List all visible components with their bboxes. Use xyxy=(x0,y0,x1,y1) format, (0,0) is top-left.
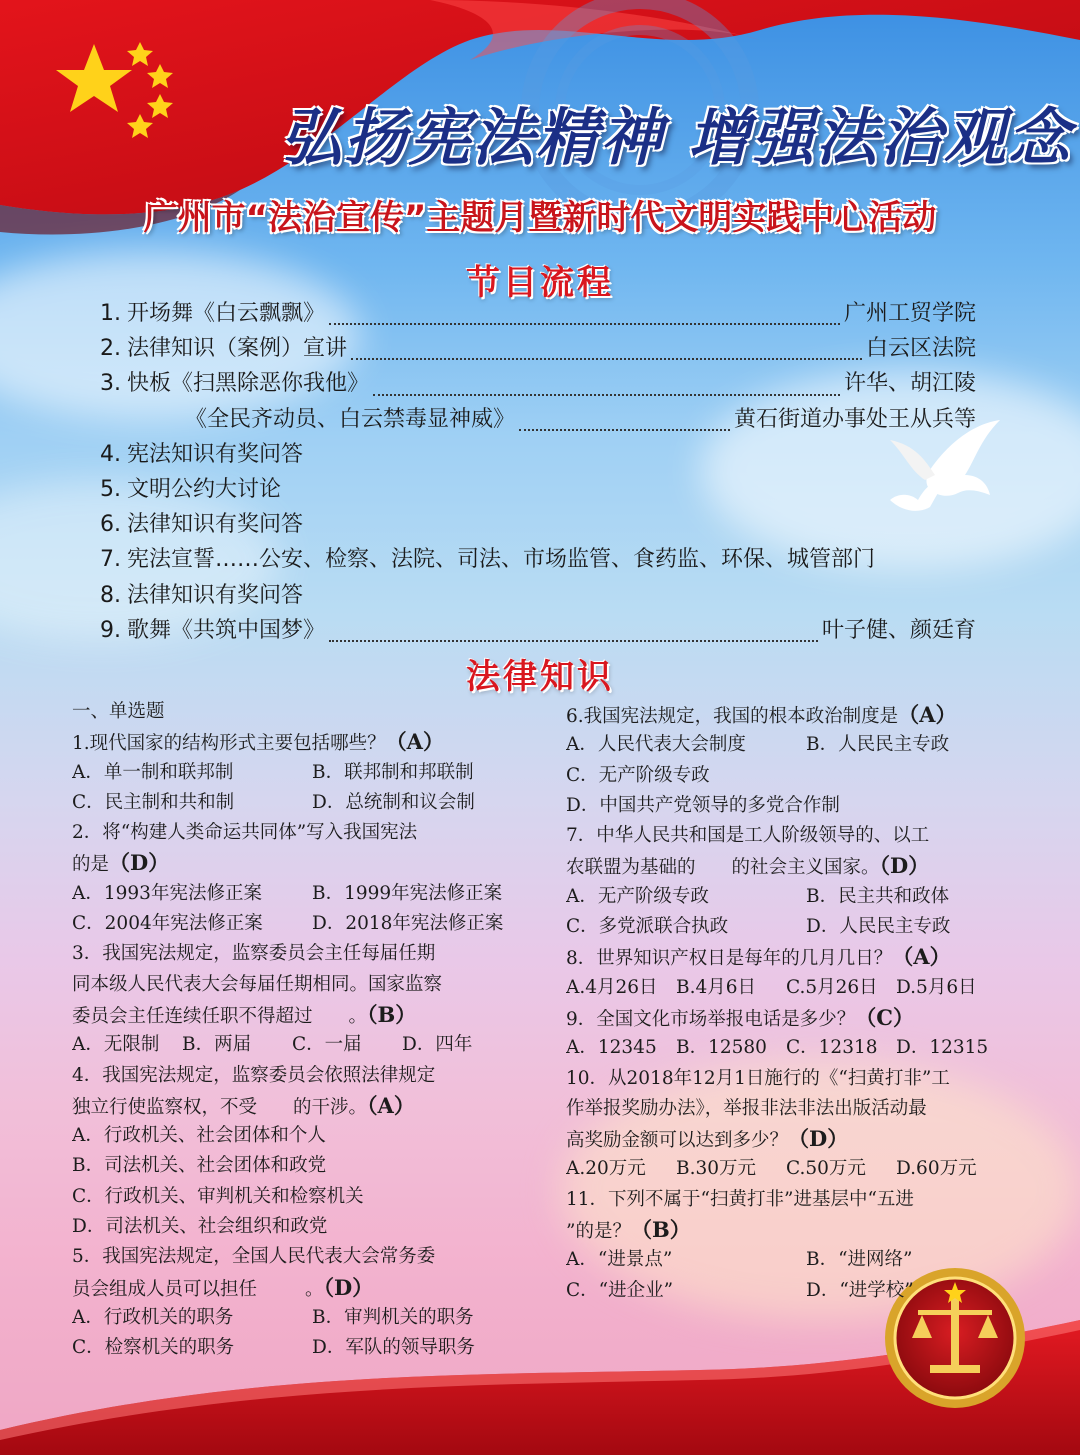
quiz-line xyxy=(566,1094,1016,1124)
program-item-number: 8. xyxy=(100,582,121,608)
dot-leader xyxy=(329,639,818,642)
quiz-option: B．12580 xyxy=(676,1037,767,1059)
program-item-name: 法律知识（案例）宣讲 xyxy=(127,336,348,362)
quiz-option: A．无限制 xyxy=(72,1034,160,1056)
quiz-text: 1.现代国家的结构形式主要包括哪些？ xyxy=(72,733,386,755)
quiz-answer: （A） xyxy=(892,944,951,970)
quiz-line xyxy=(566,1276,1016,1306)
quiz-text: 7．中华人民共和国是工人阶级领导的、以工 xyxy=(566,825,930,847)
program-item-performer: 黄石街道办事处王从兵等 xyxy=(733,406,976,432)
quiz-line xyxy=(72,697,542,727)
quiz-option: C．多党派联合执政 xyxy=(566,916,729,938)
dot-leader xyxy=(351,357,862,360)
program-item-name: 法律知识有奖问答 xyxy=(127,512,304,538)
quiz-text: 委员会主任连续任职不得超过 xyxy=(72,1005,313,1027)
quiz-text: A．行政机关、社会团体和个人 xyxy=(72,1125,326,1147)
quiz-line xyxy=(72,1273,542,1303)
quiz-answer: （B） xyxy=(630,1217,691,1243)
quiz-option: B.4月6日 xyxy=(676,976,757,998)
quiz-line xyxy=(72,939,542,969)
quiz-column-left xyxy=(72,697,542,1364)
slogan-title: 弘扬宪法精神 增强法治观念 xyxy=(280,101,1072,174)
quiz-option: C．一届 xyxy=(292,1034,362,1056)
quiz-text-tail: 的社会主义国家。 xyxy=(731,857,880,879)
law-section-title: 法律知识 xyxy=(466,657,614,697)
quiz-answer: （D） xyxy=(323,1274,374,1300)
quiz-line xyxy=(72,848,542,878)
program-item-name: 快板《扫黑除恶你我他》 xyxy=(127,371,370,397)
quiz-option: A.20万元 xyxy=(566,1158,646,1180)
quiz-option: C．2004年宪法修正案 xyxy=(72,913,263,935)
quiz-option: A．行政机关的职务 xyxy=(72,1306,234,1328)
quiz-option: C.5月26日 xyxy=(786,976,878,998)
quiz-option: D.60万元 xyxy=(896,1158,977,1180)
quiz-line xyxy=(566,1003,1016,1033)
quiz-option: B．人民民主专政 xyxy=(806,734,950,756)
program-item xyxy=(100,331,976,366)
quiz-text: D．中国共产党领导的多党合作制 xyxy=(566,794,840,816)
quiz-option: B．审判机关的职务 xyxy=(312,1306,474,1328)
program-item-performer: 许华、胡江陵 xyxy=(843,371,976,397)
quiz-answer: （A） xyxy=(367,1092,415,1118)
quiz-line xyxy=(72,1151,542,1181)
quiz-line xyxy=(72,727,542,757)
quiz-text: 10．从2018年12月1日施行的《“扫黄打非”工 xyxy=(566,1067,950,1089)
quiz-line xyxy=(72,1091,542,1121)
program-item-number: 7. xyxy=(100,547,121,573)
dot-leader xyxy=(373,393,840,396)
quiz-option: B.30万元 xyxy=(676,1158,757,1180)
quiz-answer: （D） xyxy=(109,850,170,876)
quiz-text: 员会组成人员可以担任 xyxy=(72,1278,258,1300)
program-item-name: 法律知识有奖问答 xyxy=(127,582,304,608)
quiz-option: B．联邦制和邦联制 xyxy=(312,761,474,783)
quiz-text: 高奖励金额可以达到多少？ xyxy=(566,1130,789,1152)
quiz-text: 11．下列不属于“扫黄打非”进基层中“五进 xyxy=(566,1188,914,1210)
program-item-number: 9. xyxy=(100,617,121,643)
quiz-line xyxy=(566,1064,1016,1094)
event-subtitle: 广州市“法治宣传”主题月暨新时代文明实践中心活动 xyxy=(143,198,937,238)
quiz-line xyxy=(72,1030,542,1060)
quiz-line xyxy=(72,1242,542,1272)
quiz-line xyxy=(72,1333,542,1363)
quiz-text: 独立行使监察权，不受 xyxy=(72,1096,258,1118)
quiz-text: 9．全国文化市场举报电话是多少？ xyxy=(566,1008,856,1030)
quiz-line xyxy=(72,1212,542,1242)
quiz-option: B．两届 xyxy=(182,1034,252,1056)
quiz-answer: （D） xyxy=(879,853,930,879)
quiz-text: ”的是？ xyxy=(566,1221,631,1243)
quiz-option: C．检察机关的职务 xyxy=(72,1337,235,1359)
program-item xyxy=(100,542,976,577)
quiz-line xyxy=(72,909,542,939)
quiz-line xyxy=(566,730,1016,760)
quiz-line xyxy=(72,970,542,1000)
quiz-line xyxy=(566,1245,1016,1275)
quiz-text: 作举报奖励办法》，举报非法非法出版活动最 xyxy=(566,1097,927,1119)
quiz-text: 农联盟为基础的 xyxy=(566,857,696,879)
answer-blank xyxy=(313,1002,349,1030)
quiz-option: C.50万元 xyxy=(786,1158,866,1180)
quiz-line xyxy=(566,1185,1016,1215)
program-item xyxy=(100,472,976,507)
program-item-number: 2. xyxy=(100,336,121,362)
quiz-text: 一、单选题 xyxy=(72,701,165,722)
quiz-line xyxy=(72,1121,542,1151)
quiz-text: 6.我国宪法规定，我国的根本政治制度是 xyxy=(566,706,899,727)
quiz-option: A.4月26日 xyxy=(566,976,658,998)
program-item xyxy=(100,507,976,542)
program-item xyxy=(100,402,976,437)
program-item-number: 1. xyxy=(100,301,121,326)
quiz-line xyxy=(566,1154,1016,1184)
quiz-option: D.5月6日 xyxy=(896,976,977,998)
quiz-line xyxy=(72,758,542,788)
answer-blank xyxy=(257,1093,293,1121)
program-item-name: 宪法知识有奖问答 xyxy=(127,441,304,467)
quiz-line xyxy=(566,821,1016,851)
quiz-answer: （A） xyxy=(898,702,957,727)
dot-leader xyxy=(329,322,840,325)
quiz-line xyxy=(566,761,1016,791)
quiz-option: D．四年 xyxy=(402,1034,473,1056)
quiz-text: 同本级人民代表大会每届任期相同。国家监察 xyxy=(72,973,443,995)
program-item-name: 宪法宣誓……公安、检察、法院、司法、市场监管、食药监、环保、城管部门 xyxy=(127,547,876,573)
quiz-option: A．1993年宪法修正案 xyxy=(72,882,262,904)
quiz-text-tail: 。 xyxy=(348,1005,368,1027)
program-section-title: 节目流程 xyxy=(466,263,614,303)
quiz-line xyxy=(566,942,1016,972)
quiz-answer: （D） xyxy=(788,1126,849,1152)
program-list xyxy=(100,296,976,648)
program-item-name: 文明公约大讨论 xyxy=(127,476,282,502)
quiz-option: D．2018年宪法修正案 xyxy=(312,913,504,935)
quiz-line xyxy=(566,1215,1016,1245)
quiz-line xyxy=(566,1124,1016,1154)
quiz-answer: （A） xyxy=(385,729,444,755)
quiz-text: C．行政机关、审判机关和检察机关 xyxy=(72,1185,364,1207)
quiz-option: B．“进网络” xyxy=(806,1249,913,1271)
quiz-option: C．“进企业” xyxy=(566,1279,674,1301)
program-item xyxy=(100,366,976,401)
quiz-line xyxy=(566,973,1016,1003)
quiz-text-tail: 。 xyxy=(305,1278,324,1300)
quiz-column-right xyxy=(566,700,1016,1306)
quiz-option: C．12318 xyxy=(786,1037,878,1059)
program-item xyxy=(100,613,976,648)
quiz-line xyxy=(72,1061,542,1091)
quiz-line xyxy=(566,882,1016,912)
quiz-option: A．无产阶级专政 xyxy=(566,885,709,907)
quiz-option: C．民主制和共和制 xyxy=(72,791,235,813)
program-item-performer: 叶子健、颜廷育 xyxy=(821,617,976,643)
quiz-line xyxy=(566,1033,1016,1063)
quiz-option: A．人民代表大会制度 xyxy=(566,734,746,756)
quiz-option: A．单一制和联邦制 xyxy=(72,761,234,783)
quiz-text: D．司法机关、社会组织和政党 xyxy=(72,1216,328,1238)
program-item xyxy=(100,578,976,613)
program-item-name: 开场舞《白云飘飘》 xyxy=(127,301,326,326)
quiz-option: D．12315 xyxy=(896,1037,989,1059)
quiz-line xyxy=(566,851,1016,881)
dot-leader xyxy=(519,428,730,431)
quiz-text-tail: 的干涉。 xyxy=(293,1096,368,1118)
quiz-text: 8．世界知识产权日是每年的几月几日？ xyxy=(566,948,893,970)
quiz-option: D．“进学校” xyxy=(806,1279,914,1301)
quiz-line xyxy=(566,912,1016,942)
program-item-performer: 白云区法院 xyxy=(865,336,976,362)
program-item xyxy=(100,437,976,472)
program-item-performer: 广州工贸学院 xyxy=(843,301,976,326)
quiz-line xyxy=(72,818,542,848)
program-item-name: 《全民齐动员、白云禁毒显神威》 xyxy=(185,406,516,432)
quiz-option: A．“进景点” xyxy=(566,1249,673,1271)
quiz-option: A．12345 xyxy=(566,1037,657,1059)
program-item-name: 歌舞《共筑中国梦》 xyxy=(127,617,326,643)
program-item-number: 4. xyxy=(100,441,121,467)
quiz-text: 2．将“构建人类命运共同体”写入我国宪法 xyxy=(72,822,418,844)
quiz-line xyxy=(566,791,1016,821)
quiz-text: 4．我国宪法规定，监察委员会依照法律规定 xyxy=(72,1064,436,1086)
quiz-option: B．1999年宪法修正案 xyxy=(312,882,503,904)
quiz-option: D．总统制和议会制 xyxy=(312,791,475,813)
quiz-text: C．无产阶级专政 xyxy=(566,764,710,786)
quiz-answer: （C） xyxy=(855,1004,914,1030)
answer-blank xyxy=(696,853,732,881)
program-item-number: 6. xyxy=(100,512,121,538)
program-item-number: 3. xyxy=(100,371,121,397)
answer-blank xyxy=(257,1275,305,1303)
quiz-line xyxy=(72,879,542,909)
quiz-text: 3．我国宪法规定，监察委员会主任每届任期 xyxy=(72,943,436,965)
program-item xyxy=(100,296,976,331)
program-item-number: 5. xyxy=(100,476,121,502)
quiz-option: D．人民民主专政 xyxy=(806,916,951,938)
quiz-line xyxy=(72,1000,542,1030)
quiz-line xyxy=(72,788,542,818)
quiz-line xyxy=(566,700,1016,730)
quiz-option: D．军队的领导职务 xyxy=(312,1337,475,1359)
quiz-text: 5．我国宪法规定，全国人民代表大会常务委 xyxy=(72,1246,436,1268)
quiz-option: B．民主共和政体 xyxy=(806,885,950,907)
quiz-answer: （B） xyxy=(367,1001,417,1027)
quiz-text: B．司法机关、社会团体和政党 xyxy=(72,1155,327,1177)
quiz-line xyxy=(72,1182,542,1212)
quiz-text: 的是 xyxy=(72,854,110,876)
quiz-line xyxy=(72,1303,542,1333)
